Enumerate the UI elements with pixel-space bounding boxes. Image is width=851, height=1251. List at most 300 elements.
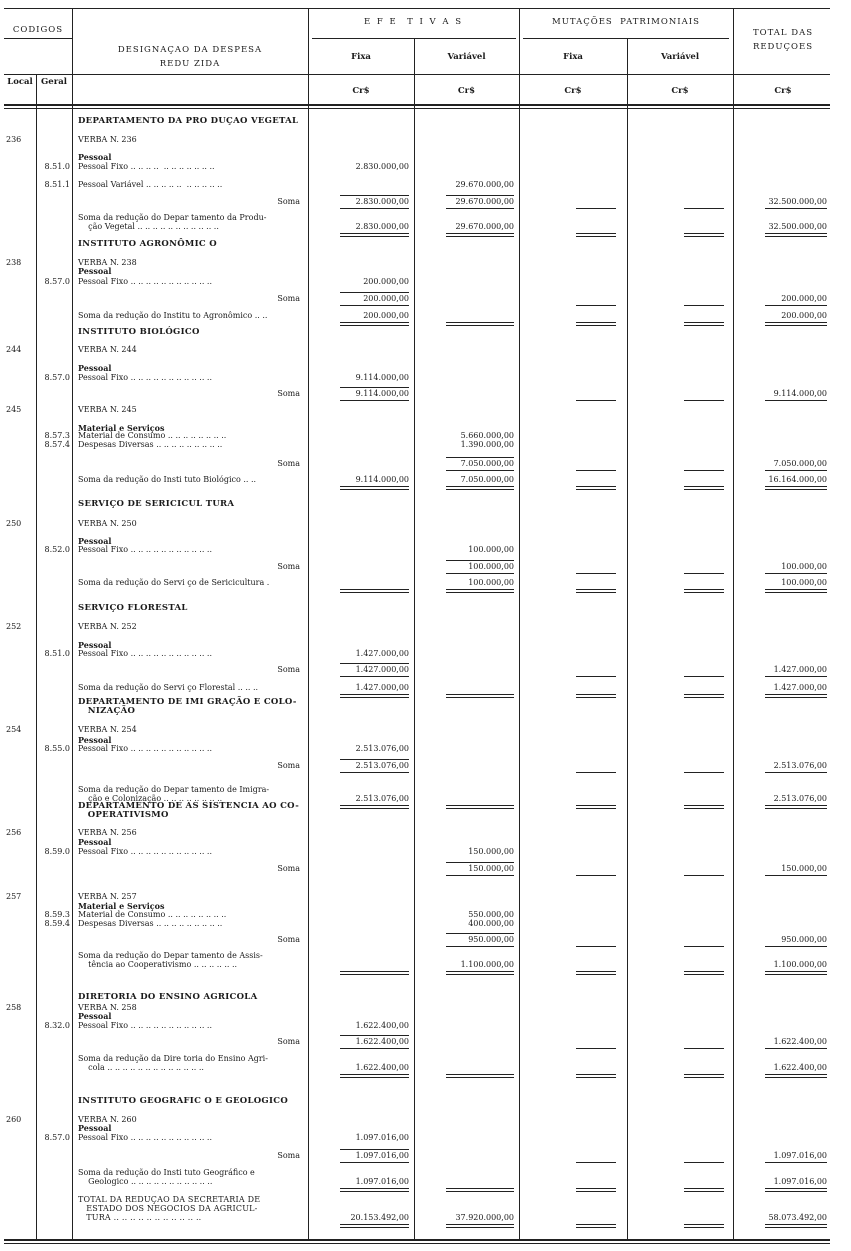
value-total: 32.500.000,00: [768, 222, 827, 231]
row-description: VERBA N. 238: [78, 258, 137, 267]
underline-mvariavel: [684, 1162, 724, 1163]
soma-label: Soma: [277, 389, 300, 398]
overline-fixa: [340, 387, 409, 388]
currency-label: Cr$: [671, 86, 689, 96]
code-geral: 8.57.0: [44, 373, 70, 382]
double-underline-fixa: [340, 236, 409, 237]
underline-mvariavel: [684, 1224, 724, 1225]
overline-variavel: [446, 933, 514, 934]
underline-mfixa: [576, 875, 616, 876]
row-description: Pessoal: [78, 1011, 112, 1021]
underline-mfixa: [576, 400, 616, 401]
overline-fixa: [340, 195, 409, 196]
value-variavel: 29.670.000,00: [455, 197, 514, 206]
value-total: 2.513.076,00: [773, 794, 827, 803]
overline-fixa: [340, 1035, 409, 1036]
underline-total: [765, 486, 827, 487]
double-underline-fixa: [340, 1191, 409, 1192]
underline-mfixa: [576, 1224, 616, 1225]
underline-fixa: [340, 305, 409, 306]
underline-fixa: [340, 233, 409, 234]
row-description: Material e Serviços: [78, 901, 165, 911]
section-title: DEPARTAMENTO DA PRO DUÇAO VEGETAL: [78, 116, 299, 126]
currency-label: Cr$: [352, 86, 370, 96]
double-underline-total: [765, 1227, 827, 1228]
code-local: 257: [6, 892, 22, 901]
underline-mvariavel: [684, 805, 724, 806]
overline-variavel: [446, 862, 514, 863]
value-fixa: 200.000,00: [363, 277, 409, 286]
underline-mvariavel: [684, 589, 724, 590]
value-variavel: 400.000,00: [468, 919, 514, 928]
code-local: 252: [6, 622, 22, 631]
double-underline-total: [765, 325, 827, 326]
code-geral: 8.57.4: [44, 440, 70, 449]
row-description: Pessoal Fixo .. .. .. .. .. .. .. .. .. .. ..: [78, 277, 213, 286]
value-variavel: 29.670.000,00: [455, 222, 514, 231]
code-geral: 8.52.0: [44, 545, 70, 554]
value-total: 16.164.000,00: [768, 475, 827, 484]
row-description: TOTAL DA REDUÇAO DA SECRETARIA DE ESTADO DOS NEGOCIOS DA AGRICUL- TURA .. .. .. .. .. .. .. .. .. .. ..: [78, 1195, 261, 1222]
underline-total: [765, 1048, 827, 1049]
underline-mfixa: [576, 946, 616, 947]
row-description: Pessoal: [78, 837, 112, 847]
underline-fixa: [340, 400, 409, 401]
row-description: Soma da redução do Servi ço Florestal .. .. ..: [78, 683, 259, 692]
value-variavel: 1.390.000,00: [460, 440, 514, 449]
underline-mvariavel: [684, 470, 724, 471]
value-fixa: 2.830.000,00: [355, 162, 409, 171]
row-description: Pessoal Fixo .. .. .. .. .. .. .. .. .. .. ..: [78, 649, 213, 658]
row-description: Pessoal: [78, 640, 112, 650]
row-description: Pessoal: [78, 1123, 112, 1133]
value-total: 100.000,00: [781, 562, 827, 571]
row-description: Pessoal Fixo .. .. .. .. .. .. .. .. .. .. ..: [78, 744, 213, 753]
value-total: 1.100.000,00: [773, 960, 827, 969]
row-description: VERBA N. 260: [78, 1115, 137, 1124]
row-description: Pessoal: [78, 363, 112, 373]
code-local: 260: [6, 1115, 22, 1124]
value-fixa: 1.097.016,00: [355, 1133, 409, 1142]
row-description: VERBA N. 236: [78, 135, 137, 144]
underline-variavel: [446, 208, 514, 209]
value-fixa: 1.622.400,00: [355, 1021, 409, 1030]
underline-variavel: [446, 573, 514, 574]
value-total: 1.427.000,00: [773, 683, 827, 692]
underline-total: [765, 805, 827, 806]
row-description: Soma da redução do Depar tamento da Produ- ção Vegetal .. .. .. .. .. .. .. .. .. .. ..: [78, 213, 267, 231]
double-underline-mfixa: [576, 592, 616, 593]
section-title: DIRETORIA DO ENSINO AGRICOLA: [78, 992, 258, 1002]
row-description: Soma da redução do Institu to Agronômico .. ..: [78, 311, 268, 320]
value-variavel: 1.100.000,00: [460, 960, 514, 969]
double-underline-total: [765, 1191, 827, 1192]
value-variavel: 7.050.000,00: [460, 459, 514, 468]
code-geral: 8.32.0: [44, 1021, 70, 1030]
value-total: 950.000,00: [781, 935, 827, 944]
double-underline-mvariavel: [684, 325, 724, 326]
row-description: Pessoal: [78, 735, 112, 745]
underline-total: [765, 946, 827, 947]
underline-variavel: [446, 946, 514, 947]
underline-mfixa: [576, 486, 616, 487]
double-underline-variavel: [446, 236, 514, 237]
underline-mfixa: [576, 305, 616, 306]
underline-mfixa: [576, 1074, 616, 1075]
section-title: INSTITUTO GEOGRAFIC O E GEOLOGICO: [78, 1096, 289, 1106]
row-description: Material de Consumo .. .. .. .. .. .. .. ..: [78, 431, 227, 440]
row-description: Pessoal: [78, 266, 112, 276]
double-underline-total: [765, 592, 827, 593]
code-geral: 8.57.0: [44, 277, 70, 286]
soma-label: Soma: [277, 562, 300, 571]
double-underline-mfixa: [576, 974, 616, 975]
header-local: Local: [7, 77, 33, 87]
double-underline-total: [765, 1077, 827, 1078]
underline-mfixa: [576, 772, 616, 773]
underline-variavel: [446, 470, 514, 471]
soma-label: Soma: [277, 665, 300, 674]
underline-mvariavel: [684, 875, 724, 876]
value-total: 200.000,00: [781, 311, 827, 320]
double-underline-mvariavel: [684, 1191, 724, 1192]
underline-total: [765, 1224, 827, 1225]
row-description: Pessoal Fixo .. .. .. .. .. .. .. .. .. .. ..: [78, 373, 213, 382]
underline-variavel: [446, 805, 514, 806]
underline-fixa: [340, 772, 409, 773]
double-underline-total: [765, 489, 827, 490]
section-title: SERVIÇO DE SERICICUL TURA: [78, 499, 235, 509]
underline-total: [765, 875, 827, 876]
value-fixa: 2.513.076,00: [355, 794, 409, 803]
underline-fixa: [340, 1188, 409, 1189]
value-fixa: 1.622.400,00: [355, 1037, 409, 1046]
underline-mfixa: [576, 971, 616, 972]
underline-mfixa: [576, 676, 616, 677]
underline-mvariavel: [684, 971, 724, 972]
underline-fixa: [340, 1162, 409, 1163]
value-fixa: 9.114.000,00: [355, 373, 409, 382]
header-geral: Geral: [41, 77, 67, 87]
underline-mvariavel: [684, 208, 724, 209]
section-title: SERVIÇO FLORESTAL: [78, 603, 188, 613]
double-underline-total: [765, 808, 827, 809]
underline-mvariavel: [684, 1048, 724, 1049]
double-underline-mvariavel: [684, 592, 724, 593]
soma-label: Soma: [277, 1151, 300, 1160]
row-description: VERBA N. 252: [78, 622, 137, 631]
underline-mvariavel: [684, 694, 724, 695]
underline-fixa: [340, 694, 409, 695]
currency-label: Cr$: [774, 86, 792, 96]
code-local: 254: [6, 725, 22, 734]
value-total: 1.622.400,00: [773, 1063, 827, 1072]
double-underline-mfixa: [576, 1191, 616, 1192]
underline-fixa: [340, 486, 409, 487]
underline-variavel: [446, 971, 514, 972]
double-underline-fixa: [340, 974, 409, 975]
underline-mvariavel: [684, 573, 724, 574]
double-underline-mvariavel: [684, 974, 724, 975]
underline-mvariavel: [684, 322, 724, 323]
value-total: 7.050.000,00: [773, 459, 827, 468]
underline-variavel: [446, 589, 514, 590]
code-geral: 8.51.1: [44, 180, 70, 189]
row-description: VERBA N. 250: [78, 519, 137, 528]
row-description: Pessoal Fixo .. .. .. .. .. .. .. .. .. .. ..: [78, 162, 215, 171]
value-fixa: 20.153.492,00: [350, 1213, 409, 1222]
double-underline-mvariavel: [684, 1077, 724, 1078]
underline-variavel: [446, 1224, 514, 1225]
underline-total: [765, 322, 827, 323]
double-underline-fixa: [340, 1077, 409, 1078]
double-underline-mfixa: [576, 489, 616, 490]
row-description: VERBA N. 245: [78, 405, 137, 414]
underline-variavel: [446, 694, 514, 695]
overline-fixa: [340, 663, 409, 664]
underline-variavel: [446, 322, 514, 323]
currency-label: Cr$: [564, 86, 582, 96]
underline-total: [765, 573, 827, 574]
row-description: VERBA N. 256: [78, 828, 137, 837]
underline-total: [765, 400, 827, 401]
double-underline-fixa: [340, 697, 409, 698]
underline-variavel: [446, 875, 514, 876]
underline-fixa: [340, 971, 409, 972]
row-description: VERBA N. 244: [78, 345, 137, 354]
header-variavel: Variável: [447, 52, 486, 62]
underline-total: [765, 772, 827, 773]
row-description: Material e Serviços: [78, 423, 165, 433]
value-variavel: 100.000,00: [468, 545, 514, 554]
row-description: Pessoal Fixo .. .. .. .. .. .. .. .. .. .. ..: [78, 545, 213, 554]
header-designacao: DESIGNAÇAO DA DESPESA REDU ZIDA: [117, 45, 263, 69]
code-geral: 8.59.4: [44, 919, 70, 928]
section-title: DEPARTAMENTO DE AS SISTENCIA AO CO- OPERATIVISMO: [78, 801, 300, 820]
underline-variavel: [446, 233, 514, 234]
code-geral: 8.59.0: [44, 847, 70, 856]
double-underline-variavel: [446, 808, 514, 809]
underline-total: [765, 208, 827, 209]
value-fixa: 1.427.000,00: [355, 683, 409, 692]
underline-mfixa: [576, 805, 616, 806]
double-underline-mfixa: [576, 325, 616, 326]
value-fixa: 2.830.000,00: [355, 197, 409, 206]
value-variavel: 37.920.000,00: [455, 1213, 514, 1222]
underline-total: [765, 1074, 827, 1075]
code-local: 256: [6, 828, 22, 837]
code-geral: 8.51.0: [44, 649, 70, 658]
overline-fixa: [340, 759, 409, 760]
double-underline-total: [765, 697, 827, 698]
underline-variavel: [446, 1188, 514, 1189]
overline-variavel: [446, 560, 514, 561]
double-underline-total: [765, 974, 827, 975]
underline-total: [765, 233, 827, 234]
underline-fixa: [340, 1224, 409, 1225]
row-description: Pessoal Fixo .. .. .. .. .. .. .. .. .. .. ..: [78, 1133, 213, 1142]
underline-variavel: [446, 1074, 514, 1075]
value-variavel: 100.000,00: [468, 562, 514, 571]
double-underline-variavel: [446, 1077, 514, 1078]
value-variavel: 950.000,00: [468, 935, 514, 944]
row-description: Despesas Diversas .. .. .. .. .. .. .. .. ..: [78, 919, 223, 928]
row-description: Despesas Diversas .. .. .. .. .. .. .. .. ..: [78, 440, 223, 449]
underline-fixa: [340, 1074, 409, 1075]
value-variavel: 5.660.000,00: [460, 431, 514, 440]
double-underline-mvariavel: [684, 808, 724, 809]
row-description: Soma da redução do Insti tuto Biológico .. ..: [78, 475, 257, 484]
soma-label: Soma: [277, 761, 300, 770]
row-description: VERBA N. 254: [78, 725, 137, 734]
underline-mvariavel: [684, 1074, 724, 1075]
value-total: 150.000,00: [781, 864, 827, 873]
section-title: DEPARTAMENTO DE IMI GRAÇÃO E COLO- NIZAÇÃO: [78, 697, 297, 716]
code-local: 250: [6, 519, 22, 528]
double-underline-mvariavel: [684, 1227, 724, 1228]
underline-fixa: [340, 676, 409, 677]
value-total: 2.513.076,00: [773, 761, 827, 770]
double-underline-mfixa: [576, 697, 616, 698]
row-description: VERBA N. 257: [78, 892, 137, 901]
header-mut-fixa: Fixa: [563, 52, 583, 62]
row-description: Pessoal Variável .. .. .. .. .. .. .. .. .. ..: [78, 180, 223, 189]
double-underline-mvariavel: [684, 489, 724, 490]
underline-mvariavel: [684, 1188, 724, 1189]
underline-mfixa: [576, 233, 616, 234]
soma-label: Soma: [277, 294, 300, 303]
value-total: 1.622.400,00: [773, 1037, 827, 1046]
double-underline-fixa: [340, 1227, 409, 1228]
row-description: Soma da redução do Depar tamento de Imigra- ção e Colonização .. .. .. .. .. .. .. ..: [78, 785, 270, 803]
double-underline-fixa: [340, 489, 409, 490]
value-fixa: 1.427.000,00: [355, 665, 409, 674]
row-description: VERBA N. 258: [78, 1003, 137, 1012]
underline-total: [765, 1162, 827, 1163]
underline-mfixa: [576, 1048, 616, 1049]
value-variavel: 150.000,00: [468, 864, 514, 873]
double-underline-variavel: [446, 592, 514, 593]
value-total: 9.114.000,00: [773, 389, 827, 398]
header-codigos: CODIGOS: [12, 25, 64, 35]
value-total: 58.073.492,00: [768, 1213, 827, 1222]
row-description: Pessoal Fixo .. .. .. .. .. .. .. .. .. .. ..: [78, 1021, 213, 1030]
soma-label: Soma: [277, 1037, 300, 1046]
value-fixa: 1.622.400,00: [355, 1063, 409, 1072]
code-local: 238: [6, 258, 22, 267]
value-fixa: 2.513.076,00: [355, 761, 409, 770]
value-total: 1.097.016,00: [773, 1151, 827, 1160]
double-underline-variavel: [446, 489, 514, 490]
value-fixa: 200.000,00: [363, 311, 409, 320]
underline-fixa: [340, 208, 409, 209]
underline-mfixa: [576, 589, 616, 590]
underline-total: [765, 971, 827, 972]
section-title: INSTITUTO BIOLÓGICO: [78, 327, 200, 337]
double-underline-variavel: [446, 974, 514, 975]
overline-variavel: [446, 195, 514, 196]
underline-fixa: [340, 1048, 409, 1049]
code-geral: 8.55.0: [44, 744, 70, 753]
value-total: 100.000,00: [781, 578, 827, 587]
underline-mfixa: [576, 322, 616, 323]
double-underline-variavel: [446, 1227, 514, 1228]
value-fixa: 2.513.076,00: [355, 744, 409, 753]
value-total: 1.427.000,00: [773, 665, 827, 674]
underline-mvariavel: [684, 305, 724, 306]
value-fixa: 1.427.000,00: [355, 649, 409, 658]
code-geral: 8.51.0: [44, 162, 70, 171]
underline-mvariavel: [684, 233, 724, 234]
double-underline-fixa: [340, 808, 409, 809]
underline-total: [765, 676, 827, 677]
double-underline-total: [765, 236, 827, 237]
underline-total: [765, 470, 827, 471]
code-geral: 8.57.3: [44, 431, 70, 440]
underline-total: [765, 1188, 827, 1189]
row-description: Soma da redução da Dire toria do Ensino Agri- cola .. .. .. .. .. .. .. .. .. .. .. .. ..: [78, 1054, 268, 1072]
double-underline-fixa: [340, 592, 409, 593]
value-fixa: 200.000,00: [363, 294, 409, 303]
value-variavel: 550.000,00: [468, 910, 514, 919]
row-description: Pessoal: [78, 152, 112, 162]
underline-mvariavel: [684, 486, 724, 487]
underline-total: [765, 694, 827, 695]
value-total: 200.000,00: [781, 294, 827, 303]
double-underline-variavel: [446, 697, 514, 698]
double-underline-mvariavel: [684, 697, 724, 698]
value-fixa: 9.114.000,00: [355, 389, 409, 398]
underline-total: [765, 589, 827, 590]
header-total: TOTAL DAS REDUÇOES: [752, 28, 814, 52]
currency-label: Cr$: [457, 86, 476, 96]
double-underline-variavel: [446, 325, 514, 326]
value-fixa: 1.097.016,00: [355, 1177, 409, 1186]
underline-mfixa: [576, 208, 616, 209]
code-local: 244: [6, 345, 22, 354]
double-underline-mvariavel: [684, 236, 724, 237]
row-description: Soma da redução do Depar tamento de Assis- tência ao Cooperativismo .. .. .. .. .. ..: [78, 951, 263, 969]
section-title: INSTITUTO AGRONÔMIC O: [78, 239, 217, 249]
underline-mvariavel: [684, 772, 724, 773]
row-description: Pessoal: [78, 536, 112, 546]
code-local: 245: [6, 405, 22, 414]
underline-total: [765, 305, 827, 306]
value-variavel: 100.000,00: [468, 578, 514, 587]
underline-fixa: [340, 805, 409, 806]
underline-mfixa: [576, 470, 616, 471]
row-description: Pessoal Fixo .. .. .. .. .. .. .. .. .. .. ..: [78, 847, 213, 856]
header-fixa: Fixa: [351, 52, 371, 62]
code-local: 236: [6, 135, 22, 144]
soma-label: Soma: [277, 197, 300, 206]
header-mut-variavel: Variável: [660, 52, 700, 62]
value-variavel: 29.670.000,00: [455, 180, 514, 189]
value-fixa: 1.097.016,00: [355, 1151, 409, 1160]
code-local: 258: [6, 1003, 22, 1012]
underline-mfixa: [576, 573, 616, 574]
row-description: Soma da redução do Servi ço de Sericicultura .: [78, 578, 270, 587]
overline-fixa: [340, 292, 409, 293]
value-total: 1.097.016,00: [773, 1177, 827, 1186]
underline-fixa: [340, 322, 409, 323]
soma-label: Soma: [277, 864, 300, 873]
soma-label: Soma: [277, 935, 300, 944]
value-total: 32.500.000,00: [768, 197, 827, 206]
soma-label: Soma: [277, 459, 300, 468]
header-mutacoes: MUTAÇÕES PATRIMONIAIS: [552, 17, 700, 27]
double-underline-fixa: [340, 325, 409, 326]
